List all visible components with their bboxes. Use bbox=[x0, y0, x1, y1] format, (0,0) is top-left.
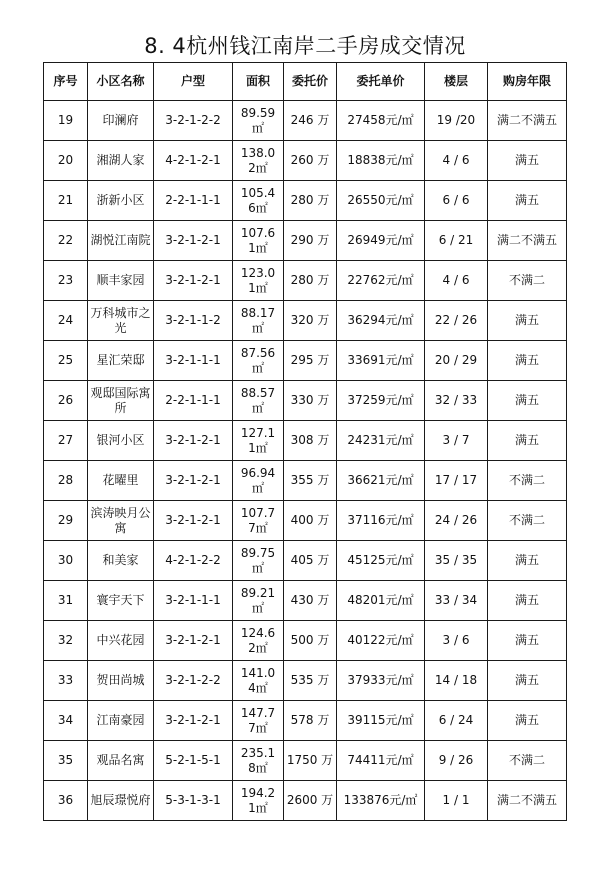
cell-price: 280 万 bbox=[284, 261, 337, 301]
cell-layout: 3-2-1-1-1 bbox=[154, 581, 233, 621]
cell-price: 280 万 bbox=[284, 181, 337, 221]
cell-floor: 20 / 29 bbox=[425, 341, 488, 381]
table-row bbox=[44, 581, 567, 621]
cell-community: 旭辰璟悦府 bbox=[88, 781, 154, 821]
cell-index: 31 bbox=[44, 581, 88, 621]
cell-unit-price: 36621元/㎡ bbox=[337, 461, 425, 501]
cell-area: 127.11㎡ bbox=[233, 421, 284, 461]
cell-price: 2600 万 bbox=[284, 781, 337, 821]
cell-holding-period: 满五 bbox=[488, 541, 567, 581]
cell-area: 88.57㎡ bbox=[233, 381, 284, 421]
cell-layout: 3-2-1-2-1 bbox=[154, 461, 233, 501]
cell-layout: 3-2-1-2-2 bbox=[154, 661, 233, 701]
cell-area: 105.46㎡ bbox=[233, 181, 284, 221]
cell-floor: 4 / 6 bbox=[425, 141, 488, 181]
cell-holding-period: 满五 bbox=[488, 381, 567, 421]
cell-layout: 3-2-1-2-2 bbox=[154, 101, 233, 141]
cell-index: 21 bbox=[44, 181, 88, 221]
transactions-table bbox=[43, 62, 567, 821]
cell-area: 147.77㎡ bbox=[233, 701, 284, 741]
cell-holding-period: 满二不满五 bbox=[488, 101, 567, 141]
cell-index: 29 bbox=[44, 501, 88, 541]
cell-price: 330 万 bbox=[284, 381, 337, 421]
cell-community: 浙新小区 bbox=[88, 181, 154, 221]
table-row bbox=[44, 421, 567, 461]
cell-community: 印澜府 bbox=[88, 101, 154, 141]
cell-price: 355 万 bbox=[284, 461, 337, 501]
cell-layout: 2-2-1-1-1 bbox=[154, 181, 233, 221]
cell-layout: 4-2-1-2-1 bbox=[154, 141, 233, 181]
cell-unit-price: 48201元/㎡ bbox=[337, 581, 425, 621]
cell-index: 27 bbox=[44, 421, 88, 461]
cell-layout: 3-2-1-2-1 bbox=[154, 261, 233, 301]
cell-holding-period: 不满二 bbox=[488, 461, 567, 501]
cell-holding-period: 满二不满五 bbox=[488, 781, 567, 821]
cell-floor: 1 / 1 bbox=[425, 781, 488, 821]
cell-price: 535 万 bbox=[284, 661, 337, 701]
cell-layout: 2-2-1-1-1 bbox=[154, 381, 233, 421]
cell-index: 32 bbox=[44, 621, 88, 661]
cell-holding-period: 不满二 bbox=[488, 261, 567, 301]
col-header-index: 序号 bbox=[44, 63, 88, 101]
cell-index: 20 bbox=[44, 141, 88, 181]
cell-index: 34 bbox=[44, 701, 88, 741]
table-row bbox=[44, 741, 567, 781]
cell-floor: 17 / 17 bbox=[425, 461, 488, 501]
cell-community: 滨涛映月公寓 bbox=[88, 501, 154, 541]
cell-unit-price: 33691元/㎡ bbox=[337, 341, 425, 381]
cell-index: 30 bbox=[44, 541, 88, 581]
cell-price: 430 万 bbox=[284, 581, 337, 621]
table-row bbox=[44, 781, 567, 821]
cell-layout: 3-2-1-1-2 bbox=[154, 301, 233, 341]
col-header-price: 委托价 bbox=[284, 63, 337, 101]
cell-price: 578 万 bbox=[284, 701, 337, 741]
cell-unit-price: 37259元/㎡ bbox=[337, 381, 425, 421]
cell-unit-price: 74411元/㎡ bbox=[337, 741, 425, 781]
cell-area: 87.56㎡ bbox=[233, 341, 284, 381]
table-row bbox=[44, 461, 567, 501]
cell-holding-period: 满五 bbox=[488, 701, 567, 741]
cell-index: 19 bbox=[44, 101, 88, 141]
cell-floor: 22 / 26 bbox=[425, 301, 488, 341]
cell-index: 23 bbox=[44, 261, 88, 301]
cell-layout: 3-2-1-2-1 bbox=[154, 501, 233, 541]
table-row bbox=[44, 141, 567, 181]
cell-holding-period: 满五 bbox=[488, 661, 567, 701]
cell-area: 194.21㎡ bbox=[233, 781, 284, 821]
cell-floor: 6 / 21 bbox=[425, 221, 488, 261]
table-row bbox=[44, 381, 567, 421]
table-row bbox=[44, 341, 567, 381]
table-row bbox=[44, 621, 567, 661]
table-row bbox=[44, 301, 567, 341]
cell-price: 260 万 bbox=[284, 141, 337, 181]
cell-unit-price: 40122元/㎡ bbox=[337, 621, 425, 661]
cell-area: 88.17㎡ bbox=[233, 301, 284, 341]
cell-index: 33 bbox=[44, 661, 88, 701]
cell-area: 89.21㎡ bbox=[233, 581, 284, 621]
cell-holding-period: 满五 bbox=[488, 301, 567, 341]
cell-community: 中兴花园 bbox=[88, 621, 154, 661]
cell-community: 贺田尚城 bbox=[88, 661, 154, 701]
cell-unit-price: 24231元/㎡ bbox=[337, 421, 425, 461]
table-body bbox=[44, 101, 567, 821]
col-header-holding-period: 购房年限 bbox=[488, 63, 567, 101]
col-header-area: 面积 bbox=[233, 63, 284, 101]
cell-floor: 9 / 26 bbox=[425, 741, 488, 781]
table-row bbox=[44, 501, 567, 541]
cell-unit-price: 45125元/㎡ bbox=[337, 541, 425, 581]
cell-unit-price: 37933元/㎡ bbox=[337, 661, 425, 701]
cell-price: 405 万 bbox=[284, 541, 337, 581]
cell-community: 观邸国际寓所 bbox=[88, 381, 154, 421]
table-header-row bbox=[44, 63, 567, 101]
col-header-floor: 楼层 bbox=[425, 63, 488, 101]
cell-price: 308 万 bbox=[284, 421, 337, 461]
cell-area: 96.94㎡ bbox=[233, 461, 284, 501]
cell-area: 124.62㎡ bbox=[233, 621, 284, 661]
cell-floor: 6 / 24 bbox=[425, 701, 488, 741]
cell-unit-price: 26550元/㎡ bbox=[337, 181, 425, 221]
cell-floor: 19 /20 bbox=[425, 101, 488, 141]
col-header-unit-price: 委托单价 bbox=[337, 63, 425, 101]
cell-unit-price: 26949元/㎡ bbox=[337, 221, 425, 261]
cell-holding-period: 满二不满五 bbox=[488, 221, 567, 261]
cell-floor: 35 / 35 bbox=[425, 541, 488, 581]
cell-community: 星汇荣邸 bbox=[88, 341, 154, 381]
cell-holding-period: 满五 bbox=[488, 421, 567, 461]
cell-price: 246 万 bbox=[284, 101, 337, 141]
cell-community: 湖悦江南院 bbox=[88, 221, 154, 261]
cell-community: 顺丰家园 bbox=[88, 261, 154, 301]
cell-unit-price: 27458元/㎡ bbox=[337, 101, 425, 141]
cell-price: 1750 万 bbox=[284, 741, 337, 781]
cell-area: 123.01㎡ bbox=[233, 261, 284, 301]
col-header-layout: 户型 bbox=[154, 63, 233, 101]
cell-community: 寰宇天下 bbox=[88, 581, 154, 621]
table-row bbox=[44, 541, 567, 581]
cell-layout: 5-2-1-5-1 bbox=[154, 741, 233, 781]
cell-community: 和美家 bbox=[88, 541, 154, 581]
cell-unit-price: 133876元/㎡ bbox=[337, 781, 425, 821]
cell-area: 89.75㎡ bbox=[233, 541, 284, 581]
cell-holding-period: 满五 bbox=[488, 341, 567, 381]
cell-area: 235.18㎡ bbox=[233, 741, 284, 781]
cell-community: 观品名寓 bbox=[88, 741, 154, 781]
cell-layout: 5-3-1-3-1 bbox=[154, 781, 233, 821]
col-header-community: 小区名称 bbox=[88, 63, 154, 101]
cell-unit-price: 22762元/㎡ bbox=[337, 261, 425, 301]
cell-price: 500 万 bbox=[284, 621, 337, 661]
cell-floor: 6 / 6 bbox=[425, 181, 488, 221]
cell-price: 320 万 bbox=[284, 301, 337, 341]
cell-unit-price: 39115元/㎡ bbox=[337, 701, 425, 741]
cell-index: 24 bbox=[44, 301, 88, 341]
cell-index: 26 bbox=[44, 381, 88, 421]
cell-community: 湘湖人家 bbox=[88, 141, 154, 181]
cell-index: 28 bbox=[44, 461, 88, 501]
cell-layout: 3-2-1-2-1 bbox=[154, 621, 233, 661]
table-row bbox=[44, 261, 567, 301]
cell-floor: 14 / 18 bbox=[425, 661, 488, 701]
cell-floor: 24 / 26 bbox=[425, 501, 488, 541]
cell-holding-period: 满五 bbox=[488, 141, 567, 181]
cell-area: 138.02㎡ bbox=[233, 141, 284, 181]
cell-index: 35 bbox=[44, 741, 88, 781]
cell-index: 22 bbox=[44, 221, 88, 261]
table-row bbox=[44, 701, 567, 741]
document-title: 8. 4杭州钱江南岸二手房成交情况 bbox=[144, 34, 466, 58]
cell-index: 36 bbox=[44, 781, 88, 821]
table-row bbox=[44, 221, 567, 261]
cell-holding-period: 不满二 bbox=[488, 741, 567, 781]
cell-floor: 33 / 34 bbox=[425, 581, 488, 621]
cell-unit-price: 36294元/㎡ bbox=[337, 301, 425, 341]
cell-area: 141.04㎡ bbox=[233, 661, 284, 701]
cell-layout: 4-2-1-2-2 bbox=[154, 541, 233, 581]
cell-price: 290 万 bbox=[284, 221, 337, 261]
cell-holding-period: 不满二 bbox=[488, 501, 567, 541]
cell-index: 25 bbox=[44, 341, 88, 381]
cell-community: 万科城市之光 bbox=[88, 301, 154, 341]
cell-layout: 3-2-1-2-1 bbox=[154, 701, 233, 741]
cell-holding-period: 满五 bbox=[488, 581, 567, 621]
cell-holding-period: 满五 bbox=[488, 621, 567, 661]
cell-floor: 3 / 7 bbox=[425, 421, 488, 461]
cell-area: 107.77㎡ bbox=[233, 501, 284, 541]
cell-area: 107.61㎡ bbox=[233, 221, 284, 261]
cell-community: 银河小区 bbox=[88, 421, 154, 461]
cell-price: 295 万 bbox=[284, 341, 337, 381]
cell-layout: 3-2-1-1-1 bbox=[154, 341, 233, 381]
cell-floor: 4 / 6 bbox=[425, 261, 488, 301]
cell-unit-price: 18838元/㎡ bbox=[337, 141, 425, 181]
cell-price: 400 万 bbox=[284, 501, 337, 541]
cell-floor: 32 / 33 bbox=[425, 381, 488, 421]
cell-community: 江南豪园 bbox=[88, 701, 154, 741]
cell-holding-period: 满五 bbox=[488, 181, 567, 221]
cell-floor: 3 / 6 bbox=[425, 621, 488, 661]
table-row bbox=[44, 101, 567, 141]
cell-area: 89.59㎡ bbox=[233, 101, 284, 141]
cell-unit-price: 37116元/㎡ bbox=[337, 501, 425, 541]
cell-community: 花曜里 bbox=[88, 461, 154, 501]
table-row bbox=[44, 181, 567, 221]
table-row bbox=[44, 661, 567, 701]
cell-layout: 3-2-1-2-1 bbox=[154, 221, 233, 261]
cell-layout: 3-2-1-2-1 bbox=[154, 421, 233, 461]
